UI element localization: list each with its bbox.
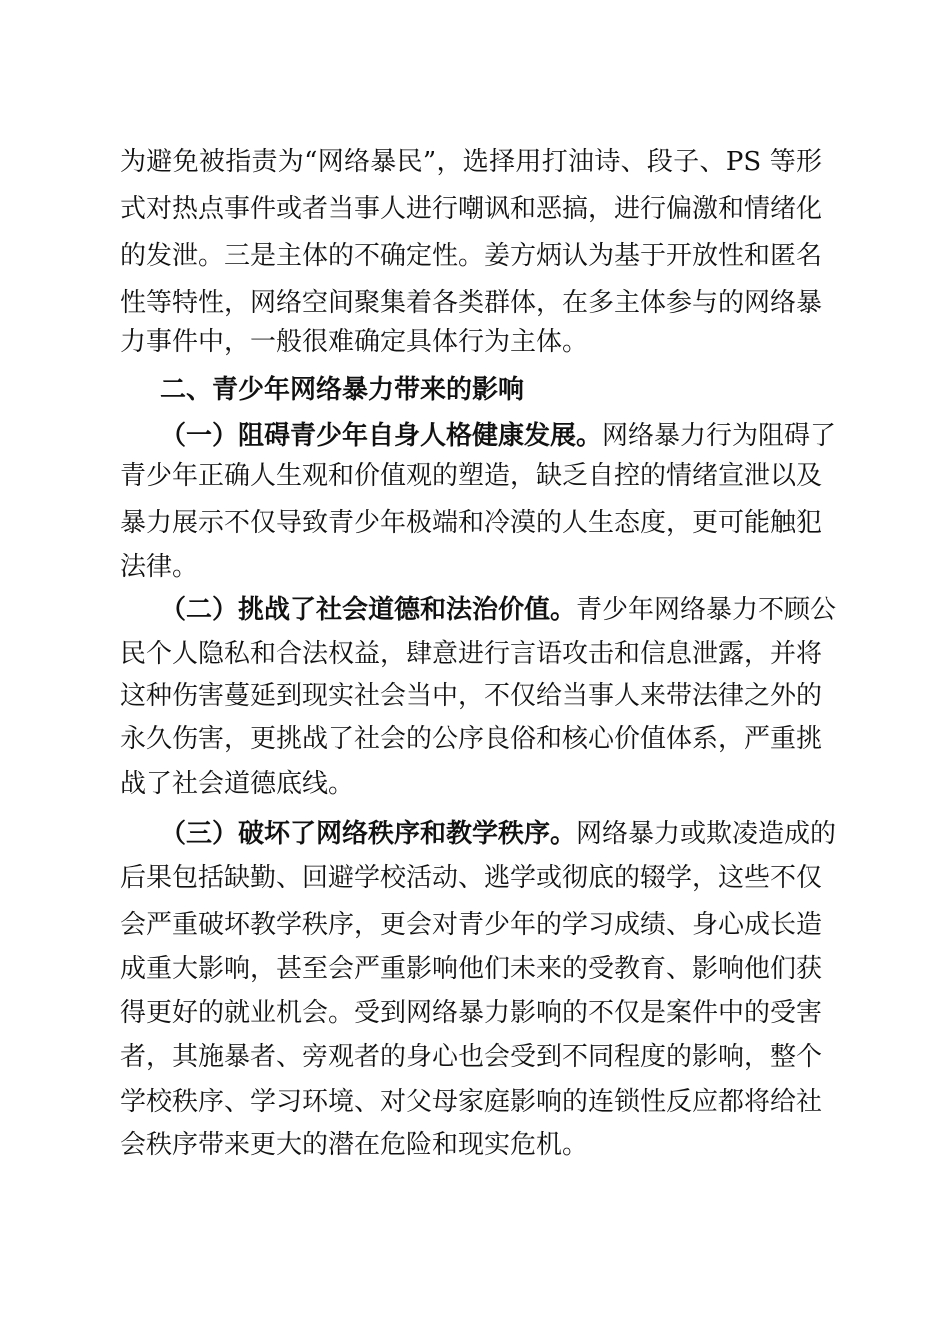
item3-line-6: 者，其施暴者、旁观者的身心也会受到不同程度的影响，整个 <box>120 1042 823 1072</box>
item1-first-line <box>160 420 837 452</box>
item3-line-7: 学校秩序、学习环境、对父母家庭影响的连锁性反应都将给社 <box>120 1087 823 1117</box>
item3-line-4: 成重大影响，甚至会严重影响他们未来的受教育、影响他们获 <box>120 954 823 984</box>
intro-line-5: 力事件中，一般很难确定具体行为主体。 <box>120 327 589 357</box>
intro-line-1: 为避免被指责为“网络暴民”，选择用打油诗、段子、PS 等形 <box>120 147 822 177</box>
item2-first-line <box>160 594 837 626</box>
item2-title: （二）挑战了社会道德和法治价值。 <box>160 595 577 625</box>
intro-line-3: 的发泄。三是主体的不确定性。姜方炳认为基于开放性和匿名 <box>120 241 823 271</box>
item2-first-line-rest: 青少年网络暴力不顾公 <box>576 595 837 625</box>
intro-line-4: 性等特性，网络空间聚集着各类群体，在多主体参与的网络暴 <box>120 288 823 318</box>
item3-line-5: 得更好的就业机会。受到网络暴力影响的不仅是案件中的受害 <box>120 998 823 1028</box>
item2-line-2: 民个人隐私和合法权益，肆意进行言语攻击和信息泄露，并将 <box>120 639 823 669</box>
item1-line-2: 青少年正确人生观和价值观的塑造，缺乏自控的情绪宣泄以及 <box>120 461 823 491</box>
item3-first-line <box>160 818 837 850</box>
item1-line-3: 暴力展示不仅导致青少年极端和冷漠的人生态度，更可能触犯 <box>120 508 823 538</box>
item1-first-line-rest: 网络暴力行为阻碍了 <box>602 421 837 451</box>
section-heading: 二、青少年网络暴力带来的影响 <box>160 375 525 405</box>
item2-line-4: 永久伤害，更挑战了社会的公序良俗和核心价值体系，严重挑 <box>120 724 823 754</box>
item3-line-3: 会严重破坏教学秩序，更会对青少年的学习成绩、身心成长造 <box>120 910 823 940</box>
item2-line-5: 战了社会道德底线。 <box>120 769 355 799</box>
item3-title: （三）破坏了网络秩序和教学秩序。 <box>160 819 577 849</box>
intro-line-2: 式对热点事件或者当事人进行嘲讽和恶搞，进行偏激和情绪化 <box>120 194 823 224</box>
item3-line-2: 后果包括缺勤、回避学校活动、逃学或彻底的辍学，这些不仅 <box>120 863 823 893</box>
item1-title: （一）阻碍青少年自身人格健康发展。 <box>160 421 603 451</box>
item1-line-4: 法律。 <box>120 552 199 582</box>
item3-line-8: 会秩序带来更大的潜在危险和现实危机。 <box>120 1130 589 1160</box>
item3-first-line-rest: 网络暴力或欺凌造成的 <box>576 819 837 849</box>
item2-line-3: 这种伤害蔓延到现实社会当中，不仅给当事人来带法律之外的 <box>120 681 823 711</box>
